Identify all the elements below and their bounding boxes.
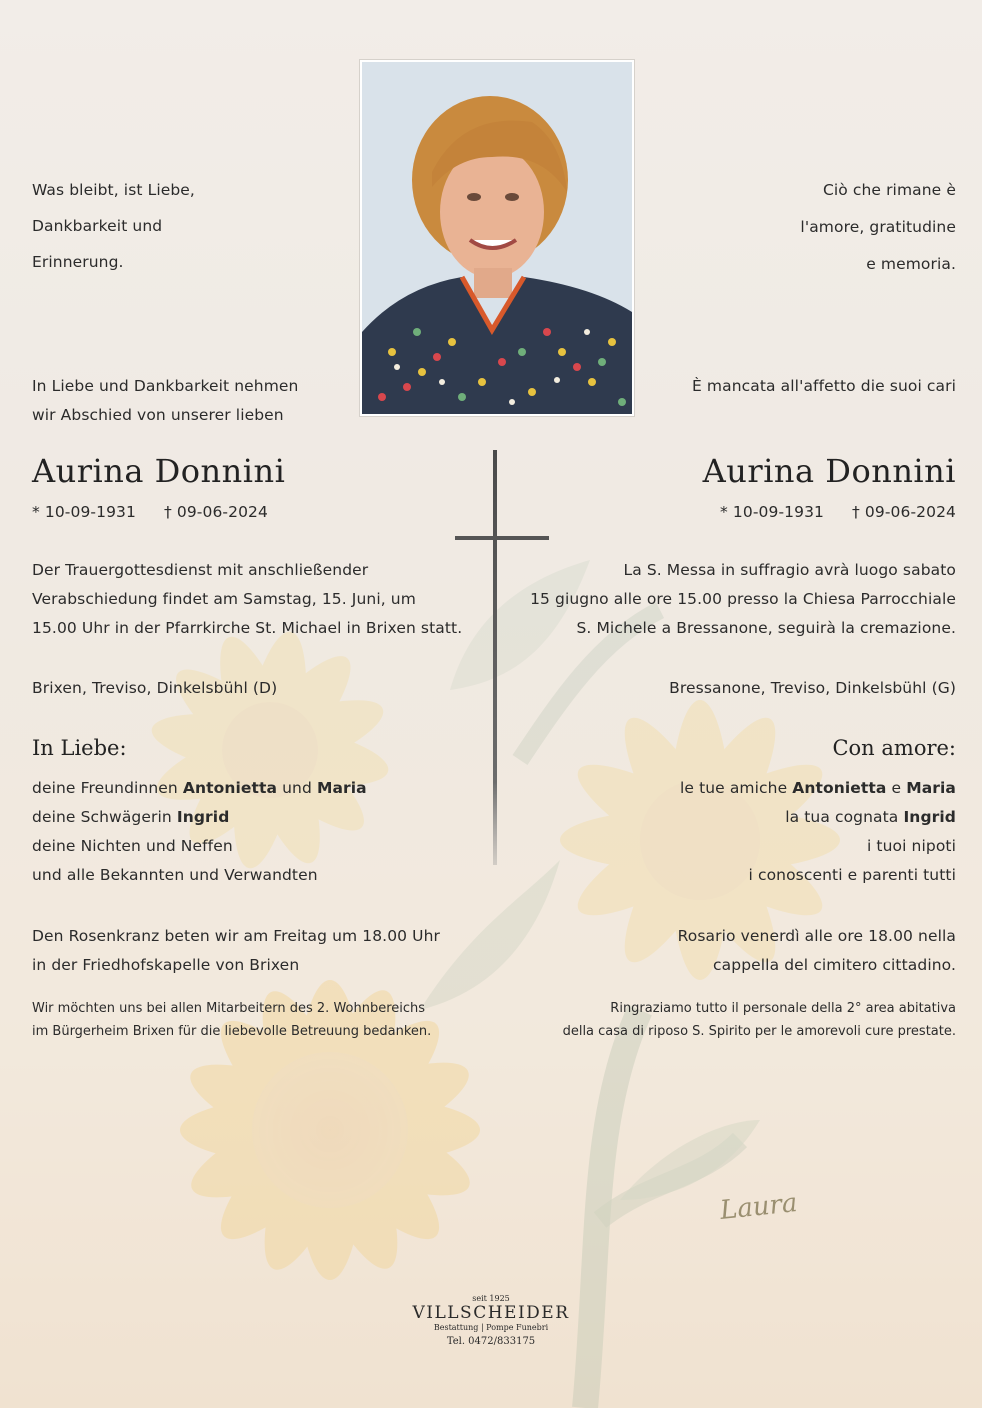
right-dates [720,498,956,527]
left-intro [32,372,298,430]
left-dates [32,498,268,527]
right-rosary-info [678,922,956,980]
left-intro-line: In Liebe und Dankbarkeit nehmen [32,377,299,395]
right-service-info [530,556,956,643]
right-intro: È mancata all'affetto die suoi cari [692,377,956,395]
left-deceased-name: Aurina Donnini [32,452,286,490]
left-death-date: † 09-06-2024 [164,503,268,521]
right-birth-date: * 10-09-1931 [720,503,824,521]
portrait-photo [360,60,634,416]
right-thanks [563,997,956,1043]
right-quote-line: e memoria. [866,255,956,273]
left-love-heading: In Liebe: [32,736,127,760]
left-service-info [32,556,462,643]
right-mourner-line: la tua cognata Ingrid [785,808,956,826]
left-mourner-line: deine Nichten und Neffen [32,837,233,855]
left-thanks-line: im Bürgerheim Brixen für die liebevolle Betreuung bedanken. [32,1024,432,1039]
right-mourner-line: i conoscenti e parenti tutti [748,866,956,884]
right-rosary-line: Rosario venerdì alle ore 18.00 nella [677,927,956,945]
funeral-home-logo [0,1294,982,1347]
right-thanks-line: Ringraziamo tutto il personale della 2° area abitativa [610,1001,956,1016]
left-thanks [32,997,431,1043]
left-quote-line: Dankbarkeit und [32,217,163,235]
left-rosary-info [32,922,440,980]
right-service-line: S. Michele a Bressanone, seguirà la cremazione. [576,619,956,637]
right-quote-line: Ciò che rimane è [822,181,956,199]
logo-subtitle: Bestattung | Pompe Funebri [433,1323,549,1332]
left-service-line: 15.00 Uhr in der Pfarrkirche St. Michael in Brixen statt. [32,619,463,637]
logo-brand: VILLSCHEIDER [412,1303,570,1323]
left-birth-date: * 10-09-1931 [32,503,136,521]
right-quote [800,172,956,283]
left-mourner-line: deine Freundinnen Antonietta und Maria [32,779,367,797]
right-mourner-line: le tue amiche Antonietta e Maria [680,779,956,797]
right-places: Bressanone, Treviso, Dinkelsbühl (G) [669,679,956,697]
cross-icon [452,450,552,870]
left-rosary-line: Den Rosenkranz beten wir am Freitag um 18.00 Uhr [32,927,440,945]
left-quote-line: Was bleibt, ist Liebe, [32,181,195,199]
artist-signature: Laura [718,1188,799,1226]
left-mourner-line: deine Schwägerin Ingrid [32,808,230,826]
left-rosary-line: in der Friedhofskapelle von Brixen [32,956,300,974]
left-mourners-list [32,774,367,890]
left-quote-line: Erinnerung. [32,253,124,271]
right-love-heading: Con amore: [832,736,956,760]
left-mourner-line: und alle Bekannten und Verwandten [32,866,318,884]
right-quote-line: l'amore, gratitudine [800,218,956,236]
right-death-date: † 09-06-2024 [852,503,956,521]
left-intro-line: wir Abschied von unserer lieben [32,406,284,424]
right-mourners-list [680,774,956,890]
left-quote [32,172,195,280]
right-service-line: 15 giugno alle ore 15.00 presso la Chiesa Parrocchiale [530,590,956,608]
right-deceased-name: Aurina Donnini [702,452,956,490]
logo-phone: Tel. 0472/833175 [446,1336,536,1347]
right-rosary-line: cappella del cimitero cittadino. [713,956,956,974]
logo-since: seit 1925 [472,1294,510,1303]
left-service-line: Verabschiedung findet am Samstag, 15. Juni, um [32,590,416,608]
left-service-line: Der Trauergottesdienst mit anschließender [32,561,369,579]
left-places: Brixen, Treviso, Dinkelsbühl (D) [32,679,278,697]
right-thanks-line: della casa di riposo S. Spirito per le amorevoli cure prestate. [562,1024,956,1039]
right-service-line: La S. Messa in suffragio avrà luogo sabato [623,561,956,579]
left-thanks-line: Wir möchten uns bei allen Mitarbeitern des 2. Wohnbereichs [32,1001,426,1016]
right-mourner-line: i tuoi nipoti [867,837,956,855]
